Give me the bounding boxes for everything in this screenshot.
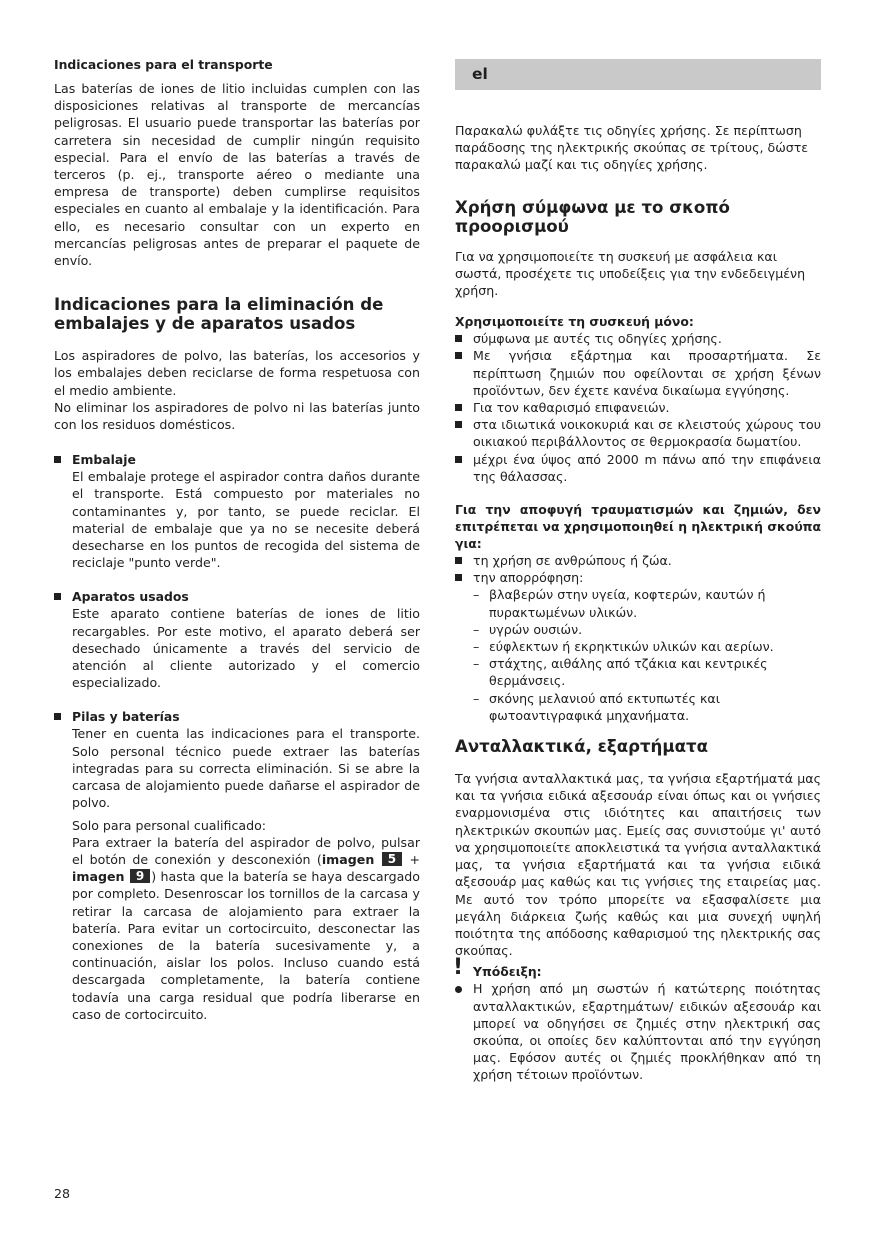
disposal-text-2: No eliminar los aspiradores de polvo ni las baterías junto con los residuos domésticos. xyxy=(54,399,420,433)
dash-marker: – xyxy=(473,656,480,672)
batteries-text-3a: Para extraer la batería del aspirador de polvo, pulsar el botón de conexión y desconexión ( xyxy=(72,834,420,867)
square-bullet-icon xyxy=(455,421,462,428)
intro-text: Παρακαλώ φυλάξτε τις οδηγίες χρήσης. Σε περίπτωση παράδοσης της ηλεκτρικής σκούπας σε τρίτους, δώστε παρακαλώ μαζί και τις οδηγίες χρήσης. xyxy=(455,123,809,173)
packaging-section xyxy=(54,451,420,571)
batteries-text-3 xyxy=(72,834,420,1023)
use-only-list xyxy=(455,330,821,485)
spare-parts-text: Τα γνήσια ανταλλακτικά μας, τα γνήσια εξαρτήματά μας και τα γνήσια ειδικά αξεσουάρ είναι όπως και οι γνήσιες εναρμονισμένα στις ιδιότητες και απαιτήσεις των ηλεκτρικών σκουπών μας. Εμείς σας συνιστούμε γι' αυτό να χρησιμοποιείτε αποκλειστικά τα γνήσια ανταλλακτικά μας, τα γνήσια εξαρτήματά και τα γνήσια ειδικά αξεσουάρ μας καθώς και τις γνήσιες της εταιρείας μας. Με αυτό τον τρόπο μπορείτε να εξασφαλίσετε μια μεγάλη διάρκεια ζωής καθώς και μια συνεχή υψηλή ποιότητα της απόδοσης καθαρισμού της ηλεκτρικής σας σκούπας. xyxy=(455,771,821,959)
sub-list-item xyxy=(455,638,821,655)
left-column xyxy=(54,56,420,1023)
avoid-heading: Για την αποφυγή τραυματισμών και ζημιών, δεν επιτρέπεται να χρησιμοποιηθεί η ηλεκτρική σκούπα για: xyxy=(455,502,821,552)
square-bullet-icon xyxy=(455,335,462,342)
sub-list-item-text: σκόνης μελανιού από εκτυπωτές και φωτοαντιγραφικά μηχανήματα. xyxy=(489,690,720,723)
transport-heading: Indicaciones para el transporte xyxy=(54,57,273,72)
note-heading: Υπόδειξη: xyxy=(473,964,542,980)
dash-marker: – xyxy=(473,639,480,655)
packaging-text: El embalaje protege el aspirador contra daños durante el transporte. Está compuesto por materiales no contaminantes y, por tanto, se puede reciclar. El material de embalaje que ya no se necesite deberá desecharse en los puntos de recogida del sistema de reciclaje "punto verde". xyxy=(72,469,420,571)
list-item xyxy=(455,569,821,586)
batteries-section xyxy=(54,708,420,1022)
disposal-text-1: Los aspiradores de polvo, las baterías, los accesorios y los embalajes deben reciclarse de forma respetuosa con el medio ambiente. xyxy=(54,348,420,398)
sub-list-item xyxy=(455,621,821,638)
exclamation-icon: ! xyxy=(453,955,464,981)
square-bullet-icon xyxy=(455,352,462,359)
language-code: el xyxy=(472,65,488,83)
square-bullet-icon xyxy=(455,557,462,564)
use-only-heading: Χρησιμοποιείτε τη συσκευή μόνο: xyxy=(455,314,694,330)
sub-list-item xyxy=(455,690,821,724)
list-item xyxy=(455,451,821,485)
sub-list-item-text: στάχτης, αιθάλης από τζάκια και κεντρικές θερμάνσεις. xyxy=(489,656,768,689)
used-devices-heading: Aparatos usados xyxy=(72,589,189,605)
image-ref-label-2: imagen xyxy=(72,869,125,885)
square-bullet-icon xyxy=(455,404,462,411)
list-item xyxy=(455,330,821,347)
list-item-text: Με γνήσια εξάρτημα και προσαρτήματα. Σε περίπτωση ζημιών που οφείλονται σε χρήση ξένων προϊόντων, δεν έχετε κανένα δικαίωμα εγγύησης. xyxy=(473,348,821,398)
batteries-text-3b: ) hasta que la batería se haya descargado por completo. Desenroscar los tornillos de la carcasa y retirar la carcasa de alojamiento para extraer la batería. Para evitar un cortocircuito, desconectar las conexiones de la batería sucesivamente y, a continuación, aislar los polos. Incluso cuando está descargada completamente, la batería contiene todavía una carga residual que podría liberarse en caso de cortocircuito. xyxy=(72,869,420,1022)
sub-list-item xyxy=(455,586,821,620)
packaging-heading: Embalaje xyxy=(72,452,136,468)
figure-badge-9: 9 xyxy=(130,869,150,883)
dash-marker: – xyxy=(473,621,480,637)
image-ref-label-1: imagen xyxy=(321,851,375,867)
sub-list-item xyxy=(455,655,821,689)
sub-list-item-text: βλαβερών στην υγεία, κοφτερών, καυτών ή πυρακτωμένων υλικών. xyxy=(489,587,766,620)
note-box xyxy=(453,955,821,1083)
disposal-heading: Indicaciones para la eliminación de embalajes y de aparatos usados xyxy=(54,295,384,334)
used-devices-text: Este aparato contiene baterías de iones de litio recargables. Por este motivo, el aparato deberá ser desechado únicamente a través del servicio de atención al cliente autorizado y el comercio especializado. xyxy=(72,606,420,691)
list-item-text: Για τον καθαρισμό επιφανειών. xyxy=(473,400,670,416)
batteries-heading: Pilas y baterías xyxy=(72,709,180,725)
page-number: 28 xyxy=(54,1186,71,1201)
list-item-text: την απορρόφηση: xyxy=(473,570,584,586)
batteries-text-1: Tener en cuenta las indicaciones para el transporte. Solo personal técnico puede extraer las baterías integradas para su correcta eliminación. Si se abre la carcasa de alojamiento puede dañarse el aspirador de polvo. xyxy=(72,726,420,811)
square-bullet-icon xyxy=(455,456,462,463)
square-bullet-icon xyxy=(54,713,61,720)
figure-badge-5: 5 xyxy=(382,852,402,866)
batteries-text-2: Solo para personal cualificado: xyxy=(72,817,267,833)
list-item xyxy=(455,416,821,450)
list-item xyxy=(455,552,821,569)
square-bullet-icon xyxy=(54,456,61,463)
round-bullet-icon xyxy=(455,986,462,993)
sub-list-item-text: υγρών ουσιών. xyxy=(489,621,583,637)
intended-use-text: Για να χρησιμοποιείτε τη συσκευή με ασφάλεια και σωστά, προσέχετε τις υποδείξεις για την ενδεδειγμένη χρήση. xyxy=(455,248,806,299)
spare-parts-heading: Ανταλλακτικά, εξαρτήματα xyxy=(455,737,708,757)
right-column xyxy=(455,59,821,1084)
square-bullet-icon xyxy=(54,593,61,600)
used-devices-section xyxy=(54,588,420,691)
note-text: Η χρήση από μη σωστών ή κατώτερης ποιότητας ανταλλακτικών, εξαρτημάτων/ ειδικών αξεσουάρ και μπορεί να οδηγήσει σε ζημιές στην ηλεκτρική σας σκούπα, οι οποίες δεν καλύπτονται από την εγγύηση μας. Εφόσον αυτές οι ζημιές προκλήθηκαν από τη χρήση τέτοιων προϊόντων. xyxy=(473,981,821,1083)
note-body xyxy=(473,980,821,1083)
dash-marker: – xyxy=(473,587,480,603)
plus-sign: + xyxy=(409,851,420,867)
avoid-list xyxy=(455,552,821,724)
dash-marker: – xyxy=(473,690,480,706)
list-item xyxy=(455,399,821,416)
transport-text: Las baterías de iones de litio incluidas cumplen con las disposiciones relativas al transporte de mercancías peligrosas. El usuario puede transportar las baterías por carretera sin necesidad de cumplir ningún requisito especial. Para el envío de las baterías a través de terceros (p. ej., transporte aéreo o mediante una empresa de transporte) deben cumplirse requisitos especiales en cuanto al embalaje y la identificación. Para ello, es necesario consultar con un experto en mercancías peligrosas antes de preparar el paquete de envío. xyxy=(54,81,420,269)
list-item-text: στα ιδιωτικά νοικοκυριά και σε κλειστούς χώρους του οικιακού περιβάλλοντος σε θερμοκρασία δωματίου. xyxy=(473,417,821,450)
sub-list-item-text: εύφλεκτων ή εκρηκτικών υλικών και αερίων. xyxy=(489,639,774,655)
list-item-text: μέχρι ένα ύψος από 2000 m πάνω από την επιφάνεια της θάλασσας. xyxy=(473,451,821,484)
list-item-text: σύμφωνα με αυτές τις οδηγίες χρήσης. xyxy=(473,331,722,347)
language-header-bar xyxy=(455,59,821,90)
intended-use-heading: Χρήση σύμφωνα με το σκοπό προορισμού xyxy=(455,197,730,236)
square-bullet-icon xyxy=(455,574,462,581)
list-item xyxy=(455,347,821,399)
list-item-text: τη χρήση σε ανθρώπους ή ζώα. xyxy=(473,553,672,569)
